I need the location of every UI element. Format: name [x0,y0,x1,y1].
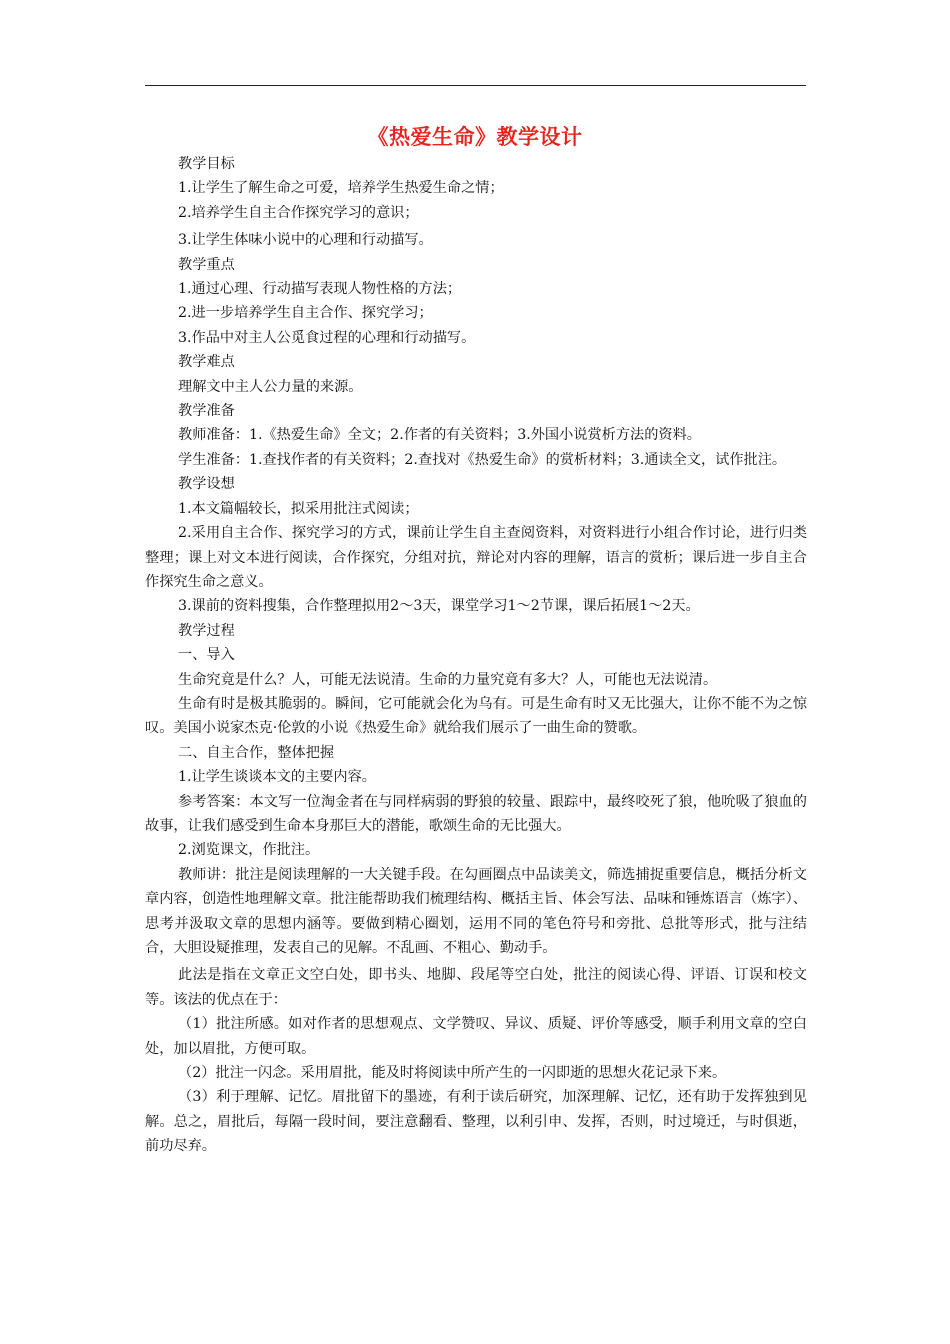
concept-item: 3.课前的资料搜集，合作整理拟用2～3天，课堂学习1～2节课，课后拓展1～2天。 [178,598,700,615]
objective-item: 1.让学生了解生命之可爱，培养学生热爱生命之情； [178,180,504,197]
concept-item: 2.采用自主合作、探究学习的方式，课前让学生自主查阅资料，对资料进行小组合作讨论，进行归类整理；课上对文本进行阅读，合作探究，分组对抗，辩论对内容的理解，语言的赏析；课后进一步自主合作探究生命之意义。 [145,525,807,590]
section-intro: 一、导入 [178,647,235,664]
teacher-preparation: 教师准备：1.《热爱生命》全文；2.作者的有关资料；3.外国小说赏析方法的资料。 [178,427,701,444]
key-point-item: 1.通过心理、行动描写表现人物性格的方法； [178,281,462,298]
document-title: 《热爱生命》教学设计 [367,125,583,149]
heading-objectives: 教学目标 [178,156,235,172]
method-description: 此法是指在文章正文空白处，即书头、地脚、段尾等空白处，批注的阅读心得、评语、订误和校文等。该法的优点在于： [145,967,807,1008]
objective-item: 2.培养学生自主合作探究学习的意识； [178,204,419,221]
advantage-item: （3）利于理解、记忆。眉批留下的墨迹，有利于读后研究，加深理解、记忆，还有助于发挥独到见解。总之，眉批后，每隔一段时间，要注意翻看、整理，以利引申、发挥，否则，时过境迁，与时俱逝，前功尽弃。 [145,1089,807,1155]
intro-paragraph: 生命有时是极其脆弱的。瞬间，它可能就会化为乌有。可是生命有时又无比强大，让你不能不为之惊叹。美国小说家杰克·伦敦的小说《热爱生命》就给我们展示了一曲生命的赞歌。 [145,695,807,737]
advantage-item: （2）批注一闪念。采用眉批，能及时将阅读中所产生的一闪即逝的思想火花记录下来。 [178,1065,727,1082]
key-point-item: 2.进一步培养学生自主合作、探究学习； [178,305,433,322]
task-item: 1.让学生谈谈本文的主要内容。 [178,769,376,786]
task-item: 2.浏览课文，作批注。 [178,842,320,859]
intro-paragraph: 生命究竟是什么？人，可能无法说清。生命的力量究竟有多大？人，可能也无法说清。 [178,671,718,688]
heading-preparation: 教学准备 [178,403,235,420]
concept-item: 1.本文篇幅较长，拟采用批注式阅读； [178,500,419,517]
header-rule [145,85,806,86]
heading-process: 教学过程 [178,622,235,639]
heading-key-points: 教学重点 [178,256,235,273]
heading-concept: 教学设想 [178,476,235,493]
section-cooperation: 二、自主合作，整体把握 [178,744,335,761]
difficulty-item: 理解文中主人公力量的来源。 [178,378,363,395]
teacher-talk: 教师讲：批注是阅读理解的一大关键手段。在勾画圈点中品读美文，筛选捕捉重要信息，概括分析文章内容，创造性地理解文章。批注能帮助我们梳理结构、概括主旨、体会写法、品味和锤炼语言（炼字）、思考并汲取文章的思想内涵等。要做到精心圈划，运用不同的笔色符号和旁批、总批等形式，批与注结合，大胆设疑推理，发表自己的见解。不乱画、不粗心、勤动手。 [145,866,807,956]
heading-difficulties: 教学难点 [178,354,235,371]
document-body [145,152,807,1159]
key-point-item: 3.作品中对主人公觅食过程的心理和行动描写。 [178,329,476,346]
objective-item: 3.让学生体味小说中的心理和行动描写。 [178,232,433,249]
student-preparation: 学生准备：1.查找作者的有关资料；2.查找对《热爱生命》的赏析材料；3.通读全文，试作批注。 [178,451,787,468]
reference-answer: 参考答案：本文写一位淘金者在与同样病弱的野狼的较量、跟踪中，最终咬死了狼，他吮吸了狼血的故事，让我们感受到生命本身那巨大的潜能，歌颂生命的无比强大。 [145,793,807,834]
advantage-item: （1）批注所感。如对作者的思想观点、文学赞叹、异议、质疑、评价等感受，顺手利用文章的空白处，加以眉批，方便可取。 [145,1016,807,1057]
